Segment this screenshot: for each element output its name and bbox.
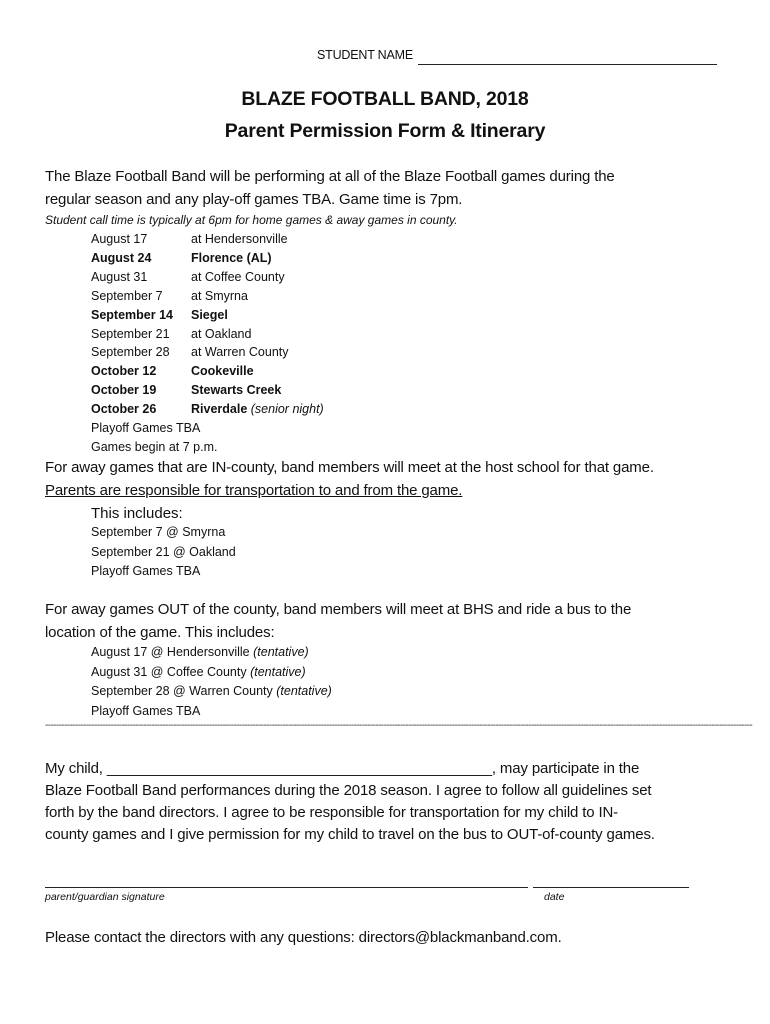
form-title: BLAZE FOOTBALL BAND, 2018	[241, 88, 529, 110]
game-date: August 24	[91, 250, 152, 265]
in-county-item	[91, 525, 225, 539]
out-county-item-tag: (tentative)	[276, 684, 332, 698]
game-location	[191, 251, 272, 265]
game-location	[191, 345, 289, 359]
permission-line-4: county games and I give permission for my child to travel on the bus to OUT-of-county games.	[45, 826, 655, 843]
permission-line-3: forth by the band directors. I agree to be responsible for transportation for my child to IN-	[45, 804, 619, 821]
game-location-text: at Smyrna	[191, 288, 248, 303]
in-county-responsibility: Parents are responsible for transportation to and from the game.	[45, 482, 463, 499]
schedule-row	[91, 251, 491, 269]
out-county-item-text: August 31 @ Coffee County	[91, 664, 247, 679]
game-location-text: Siegel	[191, 307, 228, 322]
game-date: October 12	[91, 364, 157, 379]
permission-line-1: My child, _______________________________________________, may participate in the	[45, 760, 640, 777]
out-county-item-tag: (tentative)	[250, 664, 306, 679]
game-location	[191, 289, 248, 303]
in-county-item	[91, 545, 236, 559]
game-location-text: at Coffee County	[191, 269, 285, 284]
out-county-item-tag: (tentative)	[253, 645, 309, 659]
schedule-row	[91, 345, 491, 363]
signature-line	[45, 887, 528, 888]
game-date: September 7	[91, 288, 163, 303]
out-county-item-text: August 17 @ Hendersonville	[91, 645, 250, 659]
out-county-item	[91, 645, 309, 659]
game-location	[191, 327, 251, 341]
schedule-row	[91, 364, 491, 382]
out-county-item	[91, 665, 306, 679]
game-location	[191, 232, 288, 246]
game-location	[191, 308, 228, 322]
date-line	[533, 887, 689, 888]
game-location-text: Riverdale	[191, 402, 248, 417]
in-county-item-text: Playoff Games TBA	[91, 564, 201, 578]
in-county-item-text: September 7 @ Smyrna	[91, 525, 226, 539]
student-name-line	[418, 64, 717, 65]
game-location-text: Florence (AL)	[191, 250, 272, 265]
signature-label: parent/guardian signature	[45, 891, 165, 903]
out-county-item	[91, 704, 200, 718]
game-location-text: Stewarts Creek	[191, 383, 282, 398]
intro-line-2: regular season and any play-off games TBA. Game time is 7pm.	[45, 191, 463, 208]
game-location	[191, 364, 254, 378]
schedule-row	[91, 232, 491, 250]
in-county-line-1: For away games that are IN-county, band members will meet at the host school for that game.	[45, 459, 654, 476]
schedule-row	[91, 289, 491, 307]
in-county-includes-label: This includes:	[91, 505, 183, 522]
game-location-text: at Warren County	[191, 345, 289, 360]
intro-line-1: The Blaze Football Band will be performing at all of the Blaze Football games during the	[45, 168, 615, 185]
game-date: September 21	[91, 326, 170, 341]
game-date: August 17	[91, 232, 148, 246]
schedule-row	[91, 327, 491, 345]
permission-line-2: Blaze Football Band performances during the 2018 season. I agree to follow all guidelines set	[45, 782, 652, 799]
game-location-text: at Oakland	[191, 326, 252, 341]
out-county-item-text: September 28 @ Warren County	[91, 684, 273, 698]
out-county-line-2: location of the game. This includes:	[45, 624, 275, 641]
call-time-note: Student call time is typically at 6pm for home games & away games in county.	[45, 213, 458, 227]
game-location	[191, 402, 324, 416]
schedule-row	[91, 270, 491, 288]
in-county-item-text: September 21 @ Oakland	[91, 544, 236, 559]
game-date: October 26	[91, 402, 157, 417]
game-location-text: at Hendersonville	[191, 232, 288, 246]
game-date: August 31	[91, 269, 148, 284]
contact-line: Please contact the directors with any questions: directors@blackmanband.com.	[45, 929, 562, 946]
schedule-row	[91, 383, 491, 401]
schedule-row	[91, 402, 491, 420]
form-subtitle: Parent Permission Form & Itinerary	[224, 120, 546, 142]
out-county-item	[91, 684, 332, 698]
date-label: date	[544, 891, 565, 903]
schedule-row	[91, 308, 491, 326]
game-location	[191, 270, 285, 284]
out-county-line-1: For away games OUT of the county, band members will meet at BHS and ride a bus to the	[45, 601, 632, 618]
schedule-start-time: Games begin at 7 p.m.	[91, 440, 218, 454]
game-date: September 28	[91, 345, 170, 360]
student-name-label: STUDENT NAME	[317, 48, 413, 62]
game-date: September 14	[91, 307, 173, 322]
schedule-playoff: Playoff Games TBA	[91, 421, 201, 435]
game-date: October 19	[91, 383, 157, 398]
game-location	[191, 383, 281, 397]
game-location-text: Cookeville	[191, 364, 254, 379]
cut-line-divider: -------------------------------------------------------------------------------------------------------------------------------------------------------------------------------------------------------------------------------------------------------------------	[45, 720, 753, 731]
out-county-item-text: Playoff Games TBA	[91, 703, 201, 718]
game-note: (senior night)	[250, 402, 324, 417]
in-county-item	[91, 564, 200, 578]
